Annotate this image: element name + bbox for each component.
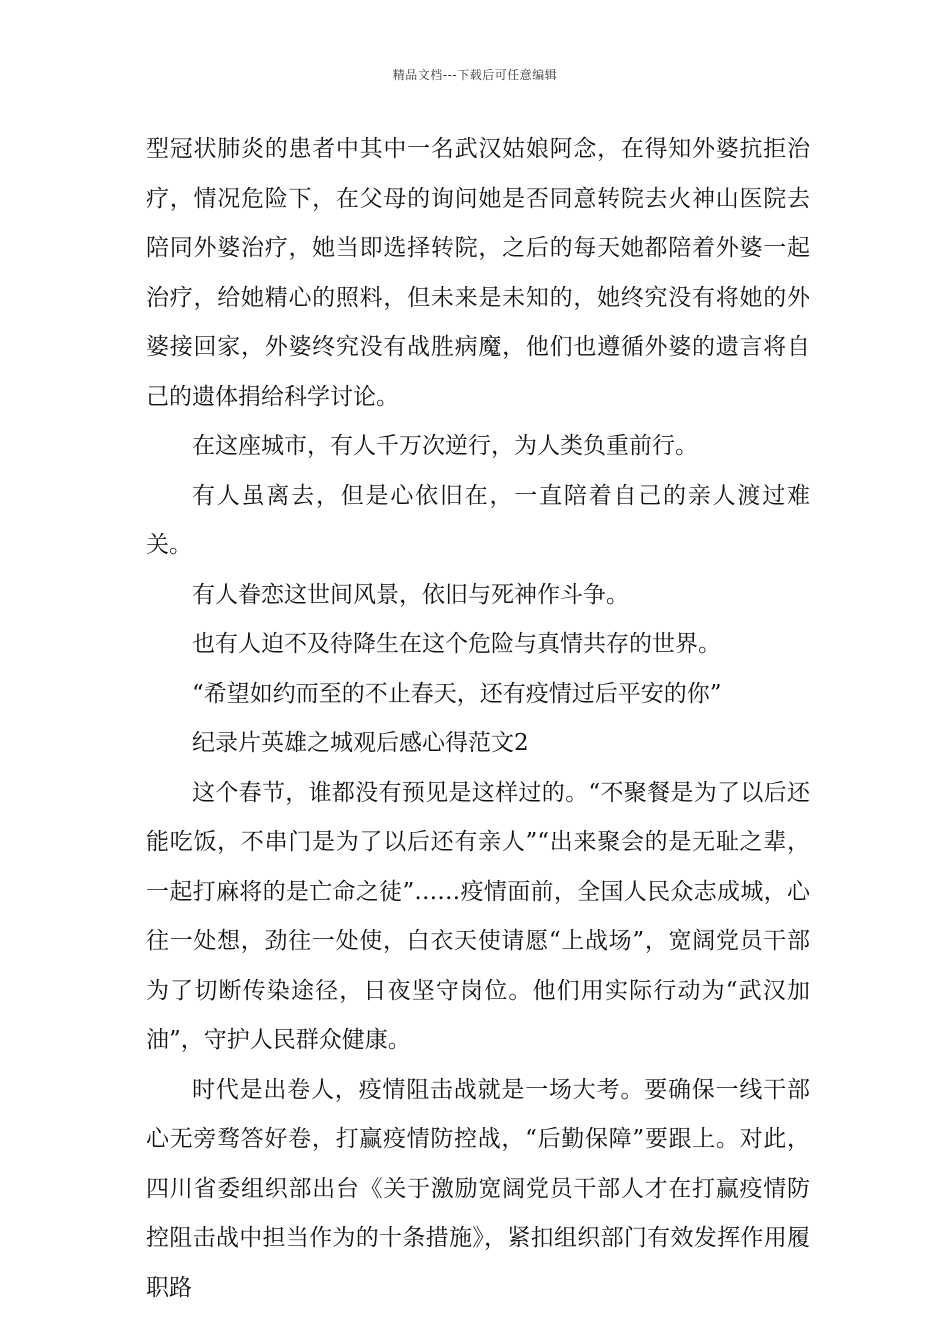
paragraph-7: 这个春节，谁都没有预见是这样过的。“不聚餐是为了以后还能吃饭，不串门是为了以后还有亲人”“出来聚会的是无耻之辈，一起打麻将的是亡命之徒”……疫情面前，全国人民众志成城，心往一处想，劲往一处使，白衣天使请愿“上战场”，宽阔党员干部为了切断传染途径，日夜坚守岗位。他们用实际行动为“武汉加油”，守护人民群众健康。 bbox=[146, 779, 810, 1053]
page-header: 精品文档---下载后可任意编辑 bbox=[392, 68, 558, 82]
paragraph-8: 时代是出卷人，疫情阻击战就是一场大考。要确保一线干部心无旁骛答好卷，打赢疫情防控战，“后勤保障”要跟上。对此，四川省委组织部出台《关于激励宽阔党员干部人才在打赢疫情防控阻击战中担当作为的十条措施》，紧扣组织部门有效发挥作用履职路 bbox=[146, 1076, 810, 1301]
paragraph-4: 有人眷恋这世间风景，依旧与死神作斗争。 bbox=[192, 581, 629, 608]
paragraph-3: 有人虽离去，但是心依旧在，一直陪着自己的亲人渡过难关。 bbox=[146, 482, 810, 558]
paragraph-5: 也有人迫不及待降生在这个危险与真情共存的世界。 bbox=[192, 631, 721, 657]
section-heading: 纪录片英雄之城观后感心得范文2 bbox=[192, 730, 529, 756]
paragraph-2: 在这座城市，有人千万次逆行，为人类负重前行。 bbox=[192, 433, 698, 459]
paragraph-6: “希望如约而至的不止春天，还有疫情过后平安的你” bbox=[192, 680, 722, 707]
document-body bbox=[146, 125, 810, 1313]
paragraph-1: 型冠状肺炎的患者中其中一名武汉姑娘阿念，在得知外婆抗拒治疗，情况危险下，在父母的询问她是否同意转院去火神山医院去陪同外婆治疗，她当即选择转院，之后的每天她都陪着外婆一起治疗，给她精心的照料，但未来是未知的，她终究没有将她的外婆接回家，外婆终究没有战胜病魔，他们也遵循外婆的遗言将自己的遗体捐给科学讨论。 bbox=[146, 136, 810, 410]
